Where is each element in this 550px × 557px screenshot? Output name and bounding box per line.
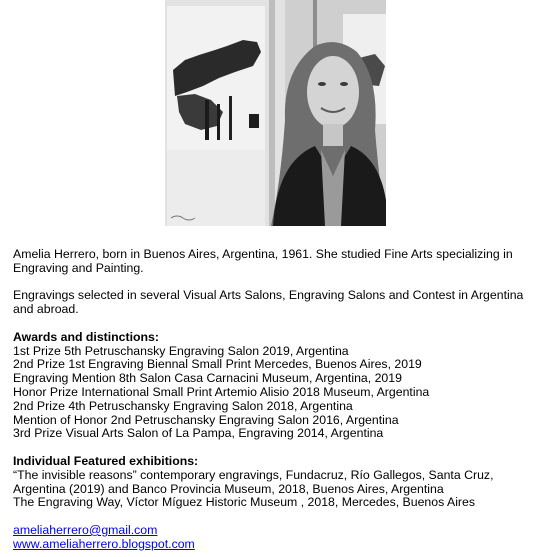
bio-intro: Amelia Herrero, born in Buenos Aires, Argentina, 1961. She studied Fine Arts specializing in Engraving and Painting. — [13, 247, 513, 275]
award-item: 3rd Prize Visual Arts Salon of La Pampa, Engraving 2014, Argentina — [13, 426, 384, 441]
award-item: 1st Prize 5th Petruschansky Engraving Salon 2019, Argentina — [13, 343, 349, 358]
award-item: 2nd Prize 1st Engraving Biennal Small Print Mercedes, Buenos Aires, 2019 — [13, 357, 422, 372]
email-link[interactable]: ameliaherrero@gmail.com — [13, 522, 158, 537]
award-item: Engraving Mention 8th Salon Casa Carnacini Museum, Argentina, 2019 — [13, 371, 402, 386]
award-item: Honor Prize International Small Print Artemio Alisio 2018 Museum, Argentina — [13, 384, 430, 399]
portrait-image — [165, 0, 386, 226]
exhibition-item: “The invisible reasons” contemporary engravings, Fundacruz, Río Gallegos, Santa Cruz, Argentina (2019) and Banco Provincia Museum, 2018, Buenos Aires, Argentina — [13, 467, 494, 496]
exhibitions-heading: Individual Featured exhibitions: — [13, 453, 199, 468]
bio-selected: Engravings selected in several Visual Arts Salons, Engraving Salons and Contest in Argentina and abroad. — [13, 288, 524, 317]
website-link[interactable]: www.ameliaherrero.blogspot.com — [13, 536, 195, 551]
award-item: 2nd Prize 4th Petruschansky Engraving Salon 2018, Argentina — [13, 398, 353, 413]
artist-portrait-photo — [165, 0, 386, 226]
award-item: Mention of Honor 2nd Petruschansky Engraving Salon 2016, Argentina — [13, 412, 399, 427]
biography-section — [13, 248, 543, 552]
exhibition-item: The Engraving Way, Víctor Míguez Historic Museum , 2018, Mercedes, Buenos Aires — [13, 495, 476, 510]
awards-heading: Awards and distinctions: — [13, 329, 159, 344]
